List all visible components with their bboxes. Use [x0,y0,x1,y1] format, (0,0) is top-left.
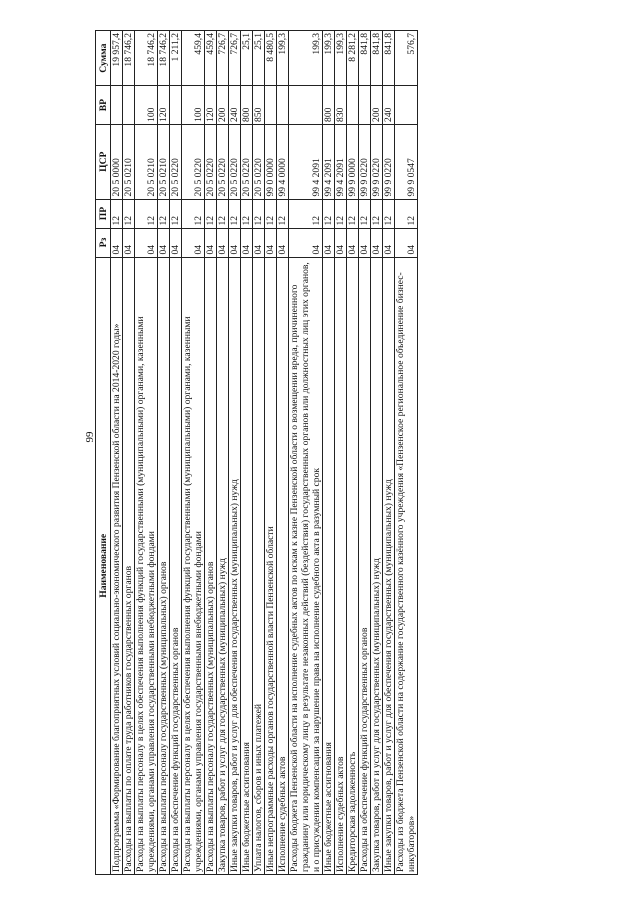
cell-pr: 12 [359,199,371,228]
cell-pr: 12 [335,199,347,228]
table-row [359,31,371,875]
header-name: Наименование [96,257,111,874]
cell-vr [347,86,359,125]
cell-rz: 04 [241,228,253,257]
cell-sum: 726,7 [217,31,229,86]
cell-pr: 12 [135,199,158,228]
cell-name: Расходы на выплаты персоналу государственных (муниципальных) органов [158,257,170,874]
table-row [170,31,182,875]
cell-vr: 120 [158,86,170,125]
table-row [323,31,335,875]
table-row [158,31,170,875]
cell-name: Исполнение судебных актов [277,257,289,874]
cell-name: Расходы из бюджета Пензенской области на содержание государственного казённого учреждения «Пензенское региональное объединение бизнес-инкубаторов» [395,257,418,874]
cell-name: Закупка товаров, работ и услуг для государственных (муниципальных) нужд [217,257,229,874]
cell-rz: 04 [229,228,241,257]
cell-rz: 04 [253,228,265,257]
cell-pr: 12 [395,199,418,228]
cell-rz: 04 [335,228,347,257]
cell-csr: 20 5 0210 [123,124,135,199]
table-header-row [96,31,111,875]
cell-rz: 04 [265,228,277,257]
cell-sum: 8 480,5 [265,31,277,86]
cell-sum: 199,3 [323,31,335,86]
cell-csr: 99 4 2091 [323,124,335,199]
cell-csr: 99 9 0547 [395,124,418,199]
cell-sum: 19 957,4 [111,31,123,86]
cell-rz: 04 [182,228,205,257]
cell-rz: 04 [277,228,289,257]
cell-pr: 12 [289,199,323,228]
cell-csr: 99 4 2091 [289,124,323,199]
cell-vr: 200 [217,86,229,125]
cell-vr: 240 [229,86,241,125]
cell-sum: 199,3 [289,31,323,86]
cell-pr: 12 [111,199,123,228]
cell-csr: 99 4 0000 [277,124,289,199]
header-pr: ПР [96,199,111,228]
cell-csr: 99 9 0000 [347,124,359,199]
cell-rz: 04 [217,228,229,257]
cell-vr: 240 [383,86,395,125]
cell-csr: 20 5 0000 [111,124,123,199]
cell-name: Иные непрограммные расходы органов государственной власти Пензенской области [265,257,277,874]
cell-sum: 18 746,2 [135,31,158,86]
cell-name: Иные закупки товаров, работ и услуг для обеспечения государственных (муниципальных) нужд [383,257,395,874]
table-row [347,31,359,875]
cell-vr: 120 [205,86,217,125]
cell-name: Расходы на обеспечение функций государственных органов [170,257,182,874]
cell-sum: 459,4 [182,31,205,86]
cell-vr [395,86,418,125]
cell-pr: 12 [347,199,359,228]
table-body [111,31,418,875]
cell-rz: 04 [383,228,395,257]
cell-csr: 20 5 0210 [158,124,170,199]
cell-pr: 12 [158,199,170,228]
cell-vr [123,86,135,125]
cell-name: Расходы на выплаты персоналу государственных (муниципальных) органов [205,257,217,874]
cell-pr: 12 [205,199,217,228]
cell-name: Расходы бюджета Пензенской области на исполнение судебных актов по искам к казне Пензенской области о возмещении вреда, причиненного гражданину или юридическому лицу в результате незаконных действий (бездействия) государственных органов или должностных лиц этих органов, и о присуждении компенсации за нарушение права на исполнение судебного акта в разумный срок [289,257,323,874]
cell-csr: 20 5 0210 [135,124,158,199]
cell-csr: 99 0 0000 [265,124,277,199]
cell-sum: 8 281,2 [347,31,359,86]
cell-pr: 12 [182,199,205,228]
cell-pr: 12 [217,199,229,228]
cell-vr: 100 [135,86,158,125]
table-row [277,31,289,875]
header-csr: ЦСР [96,124,111,199]
cell-rz: 04 [359,228,371,257]
cell-pr: 12 [241,199,253,228]
cell-csr: 99 9 0220 [383,124,395,199]
cell-vr [359,86,371,125]
cell-csr: 20 5 0220 [253,124,265,199]
cell-pr: 12 [265,199,277,228]
cell-vr: 800 [241,86,253,125]
cell-sum: 459,4 [205,31,217,86]
cell-sum: 1 211,2 [170,31,182,86]
cell-sum: 18 746,2 [123,31,135,86]
cell-vr [111,86,123,125]
cell-sum: 25,1 [241,31,253,86]
header-sum: Сумма [96,31,111,86]
cell-name: Расходы на выплаты персоналу в целях обеспечения выполнения функций государственными (муниципальными) органами, казенными учреждениями, органами управления государственными внебюджетными фондами [182,257,205,874]
table-row [383,31,395,875]
cell-name: Подпрограмма «Формирование благоприятных условий социально-экономического развития Пензенской области на 2014-2020 годы» [111,257,123,874]
cell-pr: 12 [323,199,335,228]
cell-sum: 841,8 [383,31,395,86]
cell-name: Иные бюджетные ассигнования [323,257,335,874]
cell-sum: 25,1 [253,31,265,86]
cell-csr: 99 4 2091 [335,124,347,199]
table-row [217,31,229,875]
table-row [371,31,383,875]
cell-vr: 830 [335,86,347,125]
cell-vr: 100 [182,86,205,125]
cell-sum: 199,3 [335,31,347,86]
cell-vr: 200 [371,86,383,125]
cell-vr [277,86,289,125]
cell-csr: 20 5 0220 [217,124,229,199]
cell-rz: 04 [170,228,182,257]
cell-csr: 20 5 0220 [229,124,241,199]
cell-rz: 04 [123,228,135,257]
table-row [289,31,323,875]
header-rz: Рз [96,228,111,257]
table-row [205,31,217,875]
table-row [253,31,265,875]
cell-name: Закупка товаров, работ и услуг для государственных (муниципальных) нужд [371,257,383,874]
cell-sum: 841,8 [359,31,371,86]
cell-rz: 04 [135,228,158,257]
cell-name: Уплата налогов, сборов и иных платежей [253,257,265,874]
cell-pr: 12 [229,199,241,228]
cell-vr [289,86,323,125]
cell-csr: 20 5 0220 [170,124,182,199]
cell-pr: 12 [383,199,395,228]
table-row [335,31,347,875]
cell-vr [265,86,277,125]
cell-pr: 12 [123,199,135,228]
cell-name: Расходы на выплаты по оплате труда работников государственных органов [123,257,135,874]
table-row [182,31,205,875]
cell-csr: 20 5 0220 [205,124,217,199]
table-row [229,31,241,875]
cell-vr: 850 [253,86,265,125]
cell-name: Кредиторская задолженность [347,257,359,874]
cell-rz: 04 [111,228,123,257]
cell-name: Исполнение судебных актов [335,257,347,874]
cell-rz: 04 [158,228,170,257]
cell-rz: 04 [289,228,323,257]
page-number: 99 [84,431,96,443]
cell-rz: 04 [205,228,217,257]
table-row [265,31,277,875]
cell-csr: 99 9 0220 [359,124,371,199]
cell-sum: 18 746,2 [158,31,170,86]
cell-rz: 04 [347,228,359,257]
cell-pr: 12 [277,199,289,228]
table-row [123,31,135,875]
cell-pr: 12 [170,199,182,228]
table-row [111,31,123,875]
cell-rz: 04 [323,228,335,257]
rotated-table-wrapper [95,30,595,875]
cell-sum: 199,3 [277,31,289,86]
cell-sum: 726,7 [229,31,241,86]
header-vr: ВР [96,86,111,125]
cell-name: Расходы на обеспечение функций государственных органов [359,257,371,874]
cell-csr: 99 9 0220 [371,124,383,199]
table-row [135,31,158,875]
cell-name: Иные бюджетные ассигнования [241,257,253,874]
table-row [395,31,418,875]
cell-csr: 20 5 0220 [241,124,253,199]
cell-sum: 841,8 [371,31,383,86]
cell-vr: 800 [323,86,335,125]
cell-pr: 12 [371,199,383,228]
cell-rz: 04 [395,228,418,257]
cell-sum: 576,7 [395,31,418,86]
cell-name: Расходы на выплаты персоналу в целях обеспечения выполнения функций государственными (муниципальными) органами, казенными учреждениями, органами управления государственными внебюджетными фондами [135,257,158,874]
cell-name: Иные закупки товаров, работ и услуг для обеспечения государственных (муниципальных) нужд [229,257,241,874]
cell-vr [170,86,182,125]
cell-csr: 20 5 0220 [182,124,205,199]
budget-table [95,30,418,875]
cell-rz: 04 [371,228,383,257]
table-row [241,31,253,875]
cell-pr: 12 [253,199,265,228]
